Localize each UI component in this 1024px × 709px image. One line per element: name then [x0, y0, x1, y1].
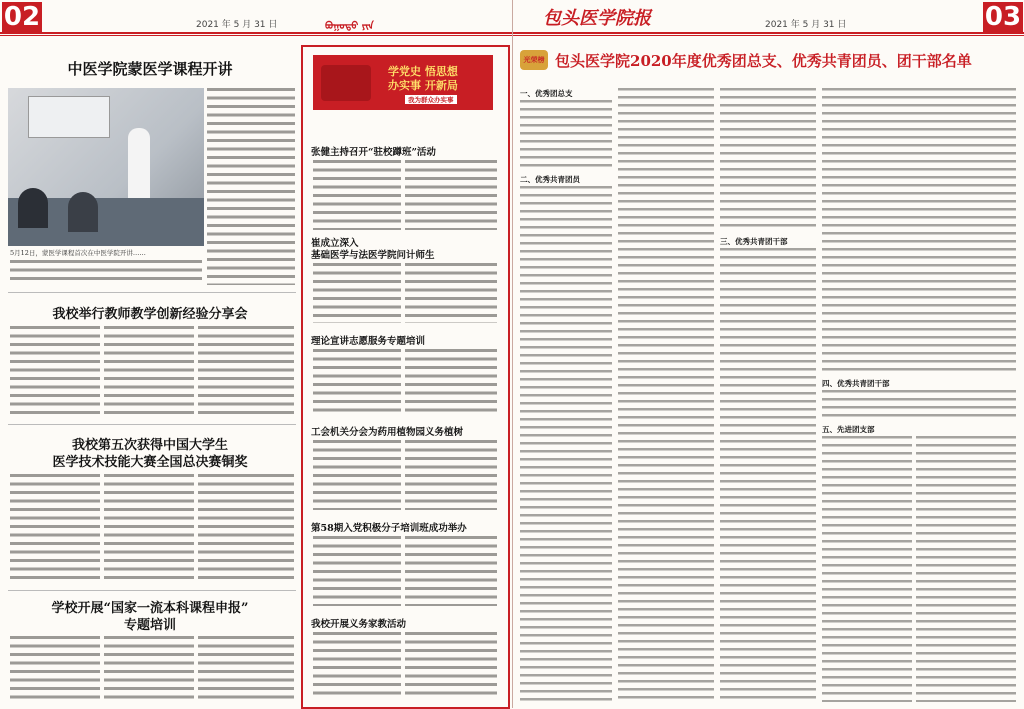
- article-body: [198, 636, 294, 702]
- article-body: [10, 326, 100, 416]
- name-list: [520, 186, 612, 702]
- page-number: 03: [984, 2, 1022, 32]
- name-list: [916, 436, 1016, 702]
- article-body-spacer: [120, 260, 121, 261]
- photo-caption: 5月12日，蒙医学课程首次在中医学院开讲……: [10, 249, 146, 257]
- article-title-line2: 医学技术技能大赛全国总决赛铜奖: [52, 455, 248, 470]
- sidebar-item-body: [313, 536, 401, 606]
- article-title: 我校举行教师教学创新经验分享会: [52, 307, 248, 322]
- sidebar-item-title: 崔成立深入: [311, 238, 359, 249]
- sidebar-item-body: [405, 160, 497, 230]
- sidebar-item-title-line2: 基础医学与法医学院问计师生: [311, 250, 435, 261]
- sidebar-item-body: [313, 440, 401, 510]
- issue-date: 2021 年 5 月 31 日: [765, 20, 847, 30]
- sidebar-item-body: [313, 349, 401, 414]
- article-body: [207, 88, 295, 285]
- article-body: [10, 474, 100, 584]
- article-title: 学校开展“国家一流本科课程申报”: [51, 601, 249, 616]
- name-list: [720, 88, 816, 230]
- divider: [8, 424, 296, 425]
- sidebar-item-title: 理论宣讲志愿服务专题培训: [311, 336, 426, 347]
- sidebar-item-title: 张健主持召开“驻校蹲班”活动: [311, 147, 436, 158]
- masthead: 包头医学院报: [543, 8, 651, 29]
- sidebar-item-title: 第58期入党积极分子培训班成功举办: [311, 523, 467, 534]
- honor-roll-badge: 光荣榜: [520, 50, 548, 70]
- article-body: [10, 260, 202, 285]
- article-title: 我校第五次获得中国大学生: [71, 438, 228, 453]
- header-rule-thin: [513, 35, 1024, 36]
- article-body: [198, 474, 294, 584]
- article-body: [104, 326, 194, 416]
- flag-icon: [321, 65, 371, 101]
- article-body: [10, 636, 100, 702]
- article-title: 中医学院蒙医学课程开讲: [67, 60, 233, 78]
- sidebar-item-body: [405, 632, 497, 700]
- banner-line1: 学党史 悟思想: [388, 65, 458, 78]
- sidebar-item-body: [313, 632, 401, 700]
- section-heading: 一、优秀团总支: [520, 89, 573, 98]
- sidebar-item-title: 我校开展义务家教活动: [311, 619, 407, 630]
- header-rule: [0, 32, 512, 34]
- name-list: [822, 390, 1016, 418]
- article-body: [104, 474, 194, 584]
- banner-line2: 办实事 开新局: [388, 79, 458, 92]
- divider: [8, 292, 296, 293]
- header-rule: [513, 32, 1024, 34]
- section-heading: 四、优秀共青团干部: [822, 379, 890, 388]
- name-list: [520, 100, 612, 170]
- sidebar-item-body: [405, 536, 497, 606]
- divider: [8, 590, 296, 591]
- sidebar-banner: [313, 55, 493, 110]
- section-heading: 五、先进团支部: [822, 425, 875, 434]
- sidebar-item-body: [405, 349, 497, 414]
- sidebar-item-body: [313, 263, 401, 323]
- page-02: [0, 0, 512, 708]
- classroom-photo: [8, 88, 204, 246]
- name-list: [720, 248, 816, 702]
- sidebar-item-body: [313, 160, 401, 230]
- article-body: [104, 636, 194, 702]
- sidebar-item-title: 工会机关分会为药用植物园义务植树: [311, 427, 464, 438]
- section-heading: 三、优秀共青团干部: [720, 237, 788, 246]
- name-list: [618, 88, 714, 702]
- header-rule-thin: [0, 35, 512, 36]
- article-body: [198, 326, 294, 416]
- banner-tag: 我为群众办实事: [405, 95, 457, 104]
- masthead-mongolian: ᠪᠣᠭᠣᠲᠣ ᠶᠢᠨ: [325, 21, 374, 32]
- section-heading: 二、优秀共青团员: [520, 175, 580, 184]
- article-title-line2: 专题培训: [123, 618, 176, 633]
- sidebar-item-body: [405, 440, 497, 510]
- sidebar-item-body: [405, 263, 497, 323]
- issue-date: 2021 年 5 月 31 日: [196, 20, 278, 30]
- page-title: 包头医学院2020年度优秀团总支、优秀共青团员、团干部名单: [555, 52, 972, 70]
- name-list: [822, 88, 1016, 374]
- name-list: [822, 436, 912, 702]
- page-number: 02: [3, 2, 41, 32]
